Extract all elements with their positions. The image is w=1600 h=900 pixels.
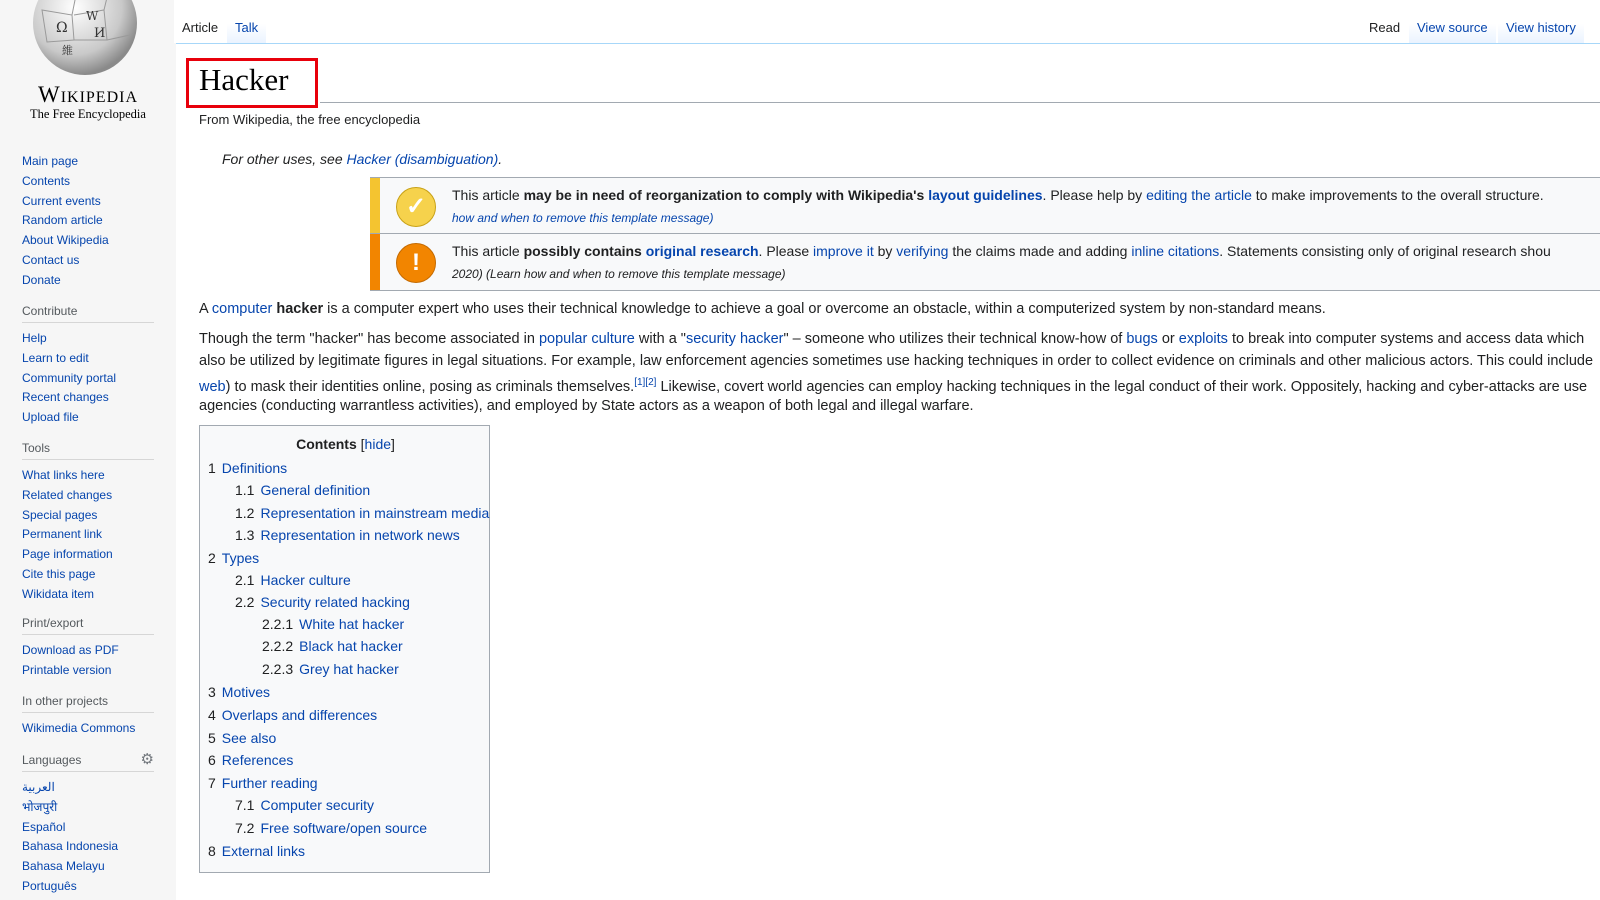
tools-heading: Tools	[22, 441, 154, 460]
popular-culture-link[interactable]: popular culture	[538, 331, 635, 347]
reorg-text	[452, 187, 1544, 203]
sidebar-tools-item-4[interactable]: Page information	[22, 547, 113, 562]
sidebar-print-item-0[interactable]: Download as PDF	[22, 643, 119, 657]
tab-underline	[176, 43, 1600, 44]
projects-heading: In other projects	[22, 694, 154, 713]
toc-item[interactable]	[235, 594, 410, 610]
notice-bar-yellow	[370, 178, 380, 233]
toc-item-number: 2.1	[235, 572, 255, 588]
verifying-link[interactable]: verifying	[896, 243, 949, 259]
toc-item-number: 1.1	[235, 482, 255, 498]
notice-bar-orange	[370, 234, 380, 290]
toc-item-label[interactable]: Motives	[221, 684, 271, 700]
research-remove-link[interactable]: 2020) (Learn how and when to remove this template message)	[452, 267, 786, 281]
contribute-portal	[22, 304, 154, 428]
navigation-list	[22, 152, 154, 291]
toc-item-number: 7.2	[235, 820, 255, 836]
sidebar-language-item-0[interactable]: العربية	[22, 780, 55, 794]
toc-item-number: 4	[208, 707, 216, 723]
toc-item-label[interactable]: External links	[221, 843, 306, 859]
sidebar-language-item-1[interactable]: भोजपुरी	[22, 799, 58, 814]
tab-read[interactable]: Read	[1361, 0, 1408, 43]
web-link[interactable]: web	[199, 378, 226, 395]
toc-item[interactable]	[235, 527, 460, 543]
sidebar-nav-item-6[interactable]: Donate	[22, 272, 61, 287]
intro-paragraph-2-line-2: also be utilized by legitimate figures in legal situations. For example, law enforcement agencies sometimes use hacking techniques in order to collect evidence on criminals and other malicious actors. This could include	[199, 353, 1594, 369]
sidebar	[0, 0, 176, 900]
toc-item[interactable]	[208, 843, 305, 859]
sidebar-nav-item-1[interactable]: Contents	[22, 173, 71, 188]
toc-item[interactable]	[235, 797, 374, 813]
wikipedia-wordmark[interactable]: Wikipedia	[37, 82, 139, 107]
languages-heading-text: Languages	[22, 753, 82, 767]
print-heading: Print/export	[22, 616, 154, 635]
toc-item-label[interactable]: Hacker culture	[260, 572, 351, 588]
toc-item-label[interactable]: Overlaps and differences	[221, 707, 378, 723]
original-research-notice	[370, 233, 1600, 291]
toc-item-label[interactable]: Security related hacking	[260, 594, 410, 610]
intro-paragraph-2-line-1	[199, 328, 1599, 351]
toc-item-label[interactable]: Definitions	[221, 460, 288, 476]
computer-link[interactable]: computer	[211, 301, 273, 317]
toc-item-number: 1.3	[235, 527, 255, 543]
sidebar-contribute-item-1[interactable]: Learn to edit	[22, 350, 89, 365]
reorg-remove-link[interactable]: how and when to remove this template message)	[452, 211, 714, 225]
reorg-mid: . Please help by	[1042, 187, 1147, 203]
toc-item[interactable]	[208, 684, 270, 700]
sidebar-tools-item-0[interactable]: What links here	[22, 468, 105, 482]
sidebar-tools-item-1[interactable]: Related changes	[22, 487, 113, 502]
title-divider	[320, 102, 1600, 103]
toc-item-number: 5	[208, 730, 216, 746]
toc-item[interactable]	[262, 638, 403, 654]
research-bold: possibly contains	[523, 243, 646, 259]
p2-l1-b: with a "	[634, 331, 686, 347]
editing-article-link[interactable]: editing the article	[1146, 187, 1252, 203]
sidebar-tools-item-5[interactable]: Cite this page	[22, 566, 96, 581]
toc-item[interactable]	[208, 730, 276, 746]
wikipedia-tagline: The Free Encyclopedia	[30, 107, 146, 121]
sidebar-language-item-5[interactable]: Português	[22, 878, 77, 893]
toc-item[interactable]	[208, 752, 293, 768]
sidebar-contribute-item-2[interactable]: Community portal	[22, 370, 117, 385]
toc-item-number: 2.2.1	[262, 616, 294, 632]
languages-list	[22, 778, 154, 897]
toc-item-label[interactable]: White hat hacker	[299, 616, 405, 632]
hatnote-link[interactable]: Hacker (disambiguation)	[346, 151, 499, 167]
table-of-contents	[199, 425, 490, 873]
svg-text:И: И	[94, 26, 106, 41]
research-t3: the claims made and adding	[948, 243, 1132, 259]
languages-portal	[22, 753, 154, 897]
toc-item-number: 2.2.3	[262, 661, 294, 677]
toc-item-label[interactable]: Types	[221, 550, 260, 566]
sidebar-nav-item-3[interactable]: Random article	[22, 213, 103, 228]
print-portal	[22, 616, 154, 681]
hatnote-suffix: .	[498, 151, 503, 167]
exploits-link[interactable]: exploits	[1178, 331, 1228, 347]
research-pre: This article	[452, 243, 524, 259]
p1-b: is a computer expert who uses their technical knowledge to achieve a goal or overcome an obstacle, within a computerized system by non-standard means.	[323, 301, 1326, 317]
citation-link[interactable]: [1][2]	[634, 377, 657, 388]
site-subtitle: From Wikipedia, the free encyclopedia	[199, 112, 421, 127]
original-research-link[interactable]: original research	[645, 243, 759, 259]
warning-icon: !	[396, 243, 436, 283]
toc-item-number: 2.2	[235, 594, 255, 610]
svg-text:W: W	[86, 9, 99, 23]
sidebar-nav-item-0[interactable]: Main page	[22, 154, 79, 168]
navigation-portal	[22, 152, 154, 291]
p2-l1-a: Though the term "hacker" has become associated in	[199, 331, 539, 347]
languages-heading	[22, 753, 154, 772]
toc-item[interactable]	[208, 707, 377, 723]
toc-item-label[interactable]: See also	[221, 730, 277, 746]
intro-paragraph-2-line-4: agencies (conducting warrantless activities), and employed by State actors as a weapon of both legal and illegal warfare.	[199, 398, 974, 414]
toc-item[interactable]	[208, 775, 318, 791]
p2-l1-e: to break into computer systems and access data which	[1227, 331, 1585, 347]
p1-a: A	[199, 301, 212, 317]
security-hacker-link[interactable]: security hacker	[685, 331, 784, 347]
tab-article[interactable]: Article	[174, 0, 226, 43]
svg-text:Ω: Ω	[56, 20, 68, 36]
toc-item[interactable]	[235, 572, 351, 588]
toc-hide-link[interactable]: hide	[364, 436, 392, 452]
tab-view-source[interactable]: View source	[1409, 0, 1496, 43]
svg-text:維: 維	[62, 44, 73, 57]
p2-l1-d: or	[1157, 331, 1179, 347]
sidebar-tools-item-2[interactable]: Special pages	[22, 507, 98, 522]
toc-item-label[interactable]: Further reading	[221, 775, 318, 791]
tab-talk[interactable]: Talk	[227, 0, 266, 43]
toc-title: Contents [hide]	[296, 436, 395, 452]
p1-bold: hacker	[276, 301, 324, 317]
toc-item-label[interactable]: Representation in network news	[260, 527, 460, 543]
tab-view-history[interactable]: View history	[1498, 0, 1584, 43]
sidebar-contribute-item-0[interactable]: Help	[22, 331, 47, 345]
sidebar-language-item-3[interactable]: Bahasa Indonesia	[22, 839, 119, 854]
bugs-link[interactable]: bugs	[1126, 331, 1158, 347]
reorganization-notice	[370, 177, 1600, 234]
projects-list	[22, 719, 154, 739]
toc-item-number: 2	[208, 550, 216, 566]
intro-paragraph-1	[199, 298, 1599, 321]
toc-item-label[interactable]: Representation in mainstream media	[260, 505, 490, 521]
page-title: Hacker	[199, 62, 289, 97]
hatnote-prefix: For other uses, see	[222, 151, 347, 167]
toc-item[interactable]	[208, 460, 287, 476]
toc-item-number: 7	[208, 775, 216, 791]
toc-item-label[interactable]: Grey hat hacker	[299, 661, 399, 677]
print-list	[22, 641, 154, 681]
sidebar-nav-item-2[interactable]: Current events	[22, 193, 101, 208]
toc-item[interactable]	[235, 820, 427, 836]
sidebar-contribute-item-3[interactable]: Recent changes	[22, 390, 109, 405]
research-text	[452, 243, 1551, 259]
toc-item-label[interactable]: Computer security	[260, 797, 375, 813]
toc-item[interactable]	[262, 661, 399, 677]
toc-item-number: 6	[208, 752, 216, 768]
toc-item-number: 3	[208, 684, 216, 700]
tools-list	[22, 466, 154, 605]
sidebar-print-item-1[interactable]: Printable version	[22, 662, 112, 677]
p2-l3-a: ) to mask their identities online, posing as criminals themselves.	[225, 378, 635, 395]
projects-portal	[22, 694, 154, 739]
hatnote	[222, 151, 502, 167]
toc-item-number: 1.2	[235, 505, 255, 521]
toc-item[interactable]	[235, 505, 489, 521]
research-t1: . Please	[758, 243, 814, 259]
wikipedia-globe-logo[interactable]	[32, 0, 138, 76]
tools-portal	[22, 441, 154, 605]
toc-item[interactable]	[208, 550, 259, 566]
sidebar-nav-item-4[interactable]: About Wikipedia	[22, 233, 109, 248]
toc-item-number: 7.1	[235, 797, 255, 813]
inline-citations-link[interactable]: inline citations	[1131, 243, 1220, 259]
sidebar-nav-item-5[interactable]: Contact us	[22, 252, 80, 267]
reorg-pre: This article	[452, 187, 524, 203]
sidebar-tools-item-3[interactable]: Permanent link	[22, 527, 103, 542]
toc-item-label[interactable]: General definition	[260, 482, 371, 498]
reorg-post: to make improvements to the overall structure.	[1251, 187, 1544, 203]
contribute-heading: Contribute	[22, 304, 154, 323]
sidebar-tools-item-6[interactable]: Wikidata item	[22, 586, 95, 601]
toc-item[interactable]	[235, 482, 370, 498]
p2-l3-b: Likewise, covert world agencies can employ hacking techniques in the legal conduct of their work. Oppositely, hacking and cyber-attacks are use	[656, 378, 1588, 395]
reorg-bold: may be in need of reorganization to comply with Wikipedia's	[523, 187, 929, 203]
toc-item-number: 8	[208, 843, 216, 859]
toc-item[interactable]	[262, 616, 404, 632]
improve-it-link[interactable]: improve it	[813, 243, 874, 259]
toc-item-label[interactable]: References	[221, 752, 294, 768]
toc-item-number: 1	[208, 460, 216, 476]
p2-l1-c: " – someone who utilizes their technical know-how of	[783, 331, 1127, 347]
toc-title-text: Contents	[296, 436, 357, 452]
research-post: . Statements consisting only of original research shou	[1219, 243, 1551, 259]
research-t2: by	[873, 243, 897, 259]
sidebar-language-item-2[interactable]: Español	[22, 819, 66, 834]
toc-item-number: 2.2.2	[262, 638, 294, 654]
sidebar-language-item-4[interactable]: Bahasa Melayu	[22, 859, 105, 874]
toc-item-label[interactable]: Black hat hacker	[299, 638, 403, 654]
reorganize-icon: ✓	[396, 187, 436, 227]
layout-guidelines-link[interactable]: layout guidelines	[928, 187, 1043, 203]
toc-item-label[interactable]: Free software/open source	[260, 820, 427, 836]
sidebar-contribute-item-4[interactable]: Upload file	[22, 410, 79, 425]
sidebar-projects-item-0[interactable]: Wikimedia Commons	[22, 721, 136, 735]
contribute-list	[22, 329, 154, 428]
gear-icon[interactable]: ⚙	[140, 751, 154, 768]
